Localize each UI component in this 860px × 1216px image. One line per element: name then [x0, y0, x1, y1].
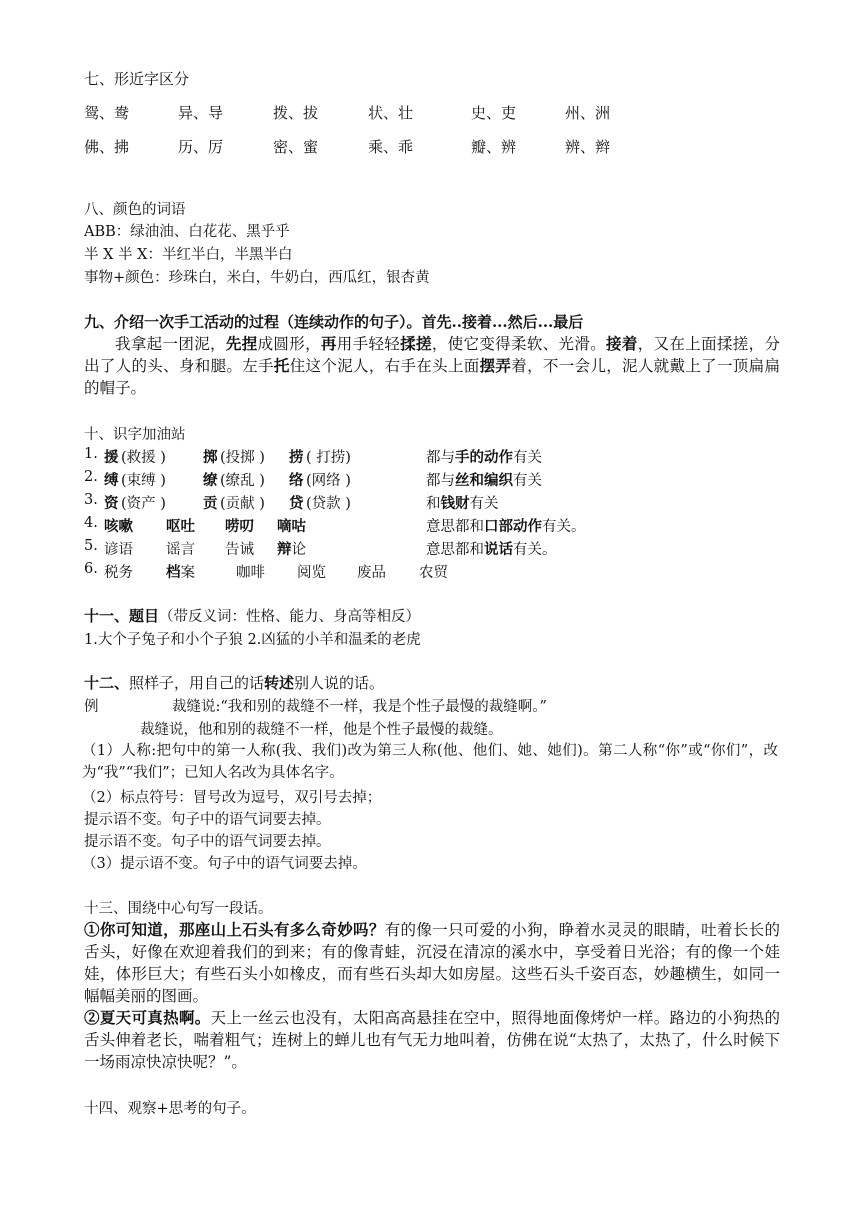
char-pair: 佛、拂	[84, 138, 130, 156]
char-word: ( 打捞)	[306, 450, 351, 466]
key-char: 贷	[289, 495, 304, 512]
word: 唠叨	[225, 518, 254, 535]
section-7-title: 七、形近字区分	[84, 70, 190, 88]
key-verb: 摆弄	[479, 356, 512, 375]
section-10-title: 十、识字加油站	[84, 427, 186, 443]
supporting-text: 有的像一只可爱的小狗，睁着水灵灵的眼睛，吐着长长的舌头，好像在欢迎着我们的到来；有的像青蛙，沉浸在清凉的溪水中，享受着日光浴；有的像一个娃娃，体形巨大；有些石头小如橡皮，而有些石头却大如房屋。这些石头千姿百态，妙趣横生，如同一幅幅美丽的图画。	[84, 921, 780, 1005]
char-pair: 史、吏	[471, 104, 517, 122]
char-pair: 密、蜜	[273, 138, 319, 156]
row-number: 3.	[84, 492, 98, 508]
example-reported: 裁缝说，他和别的裁缝不一样，他是个性子最慢的裁缝。	[140, 722, 503, 738]
char-word: (束缚 )	[121, 473, 166, 489]
rule-prompt-3: （3）提示语不变。句子中的语气词要去掉。	[82, 856, 367, 872]
word: 阅览	[297, 565, 326, 581]
char-pair: 异、导	[178, 104, 224, 122]
rule-prompt-2: 提示语不变。句子中的语气词要去掉。	[84, 834, 331, 850]
text-run: 有关	[513, 473, 542, 489]
key-char: 档	[166, 564, 181, 581]
char-row-note	[426, 469, 542, 490]
word: 咖啡	[236, 565, 265, 581]
section-9-title: 九、介绍一次手工活动的过程（连续动作的句子）。首先..接着...然后...最后	[84, 313, 584, 331]
text-run: 论	[291, 542, 306, 558]
key-phrase: 说话	[484, 541, 513, 558]
topic-sentence: ①你可知道，那座山上石头有多么奇妙吗？	[84, 920, 385, 939]
key-char: 缭	[203, 472, 218, 489]
char-pair: 州、洲	[565, 104, 611, 122]
section-11-title	[84, 605, 420, 626]
char-word: (贡献 )	[220, 496, 265, 512]
text-run: 别人说的话。	[294, 674, 385, 692]
word: 谣言	[166, 542, 195, 558]
text-run: 有关	[469, 496, 499, 512]
text-run: 都与	[426, 450, 455, 466]
rule-punctuation: （2）标点符号：冒号改为逗号，双引号去掉；	[82, 790, 382, 806]
word: 谚语	[104, 542, 133, 558]
color-words-object: 事物+颜色：珍珠白，米白，牛奶白，西瓜红，银杏黄	[84, 270, 430, 286]
key-char: 捞	[289, 449, 304, 466]
char-pair: 鸳、鸯	[84, 104, 130, 122]
text-run: 和	[426, 496, 441, 512]
text-run: 用手轻轻	[336, 335, 401, 353]
word: 废品	[357, 565, 386, 581]
section-12-title	[84, 672, 384, 693]
char-row-note	[426, 515, 586, 536]
word: 咳嗽	[104, 518, 133, 535]
key-verb: 再	[320, 334, 337, 353]
key-char: 贡	[203, 495, 218, 512]
char-pair: 拨、拔	[273, 104, 319, 122]
key-verb: 接着	[606, 334, 638, 353]
key-phrase: 手的动作	[455, 449, 513, 466]
key-char: 辩	[277, 541, 292, 558]
char-word: (缭乱 )	[220, 473, 265, 489]
section-note: （带反义词：性格、能力、身高等相反）	[159, 609, 421, 625]
text-run: 照样子，用自己的话	[129, 674, 265, 692]
section-9-paragraph	[84, 333, 780, 399]
text-run: 意思都和	[426, 542, 484, 558]
char-pair: 乘、乖	[368, 138, 414, 156]
char-pair: 瓣、辨	[471, 138, 517, 156]
key-verb: 揉搓	[400, 334, 432, 353]
text-run: 有关	[513, 450, 542, 466]
paragraph-summer	[84, 1007, 780, 1073]
text-run: 着，不一会儿，泥人就戴上了一顶扁扁的帽子。	[84, 357, 780, 397]
example-original: 裁缝说:“我和别的裁缝不一样，我是个性子最慢的裁缝啊。”	[172, 699, 547, 715]
word	[166, 561, 195, 582]
char-row-note	[426, 446, 542, 467]
key-char: 资	[104, 495, 119, 512]
word	[277, 538, 306, 559]
rule-person: （1）人称:把句中的第一人称(我、我们)改为第三人称(他、他们、她、她们)。第二人称“你”或“你们”，改为“我”“我们”；已知人名改为具体名字。	[82, 743, 778, 781]
key-phrase: 钱财	[440, 495, 470, 512]
text-run: 案	[180, 565, 195, 581]
row-number: 5.	[84, 538, 98, 554]
supporting-text: 天上一丝云也没有，太阳高高悬挂在空中，照得地面像烤炉一样。路边的小狗热的舌头伸着老长，喘着粗气；连树上的蝉儿也有气无力地叫着，仿佛在说“太热了，太热了，什么时候下一场雨凉快凉快呢？”。	[84, 1009, 780, 1071]
row-number: 2.	[84, 469, 98, 485]
title-examples: 1.大个子兔子和小个子狼 2.凶猛的小羊和温柔的老虎	[84, 632, 421, 648]
word: 告诫	[225, 542, 254, 558]
key-verb: 托	[273, 356, 290, 375]
key-phrase: 丝和编织	[455, 472, 513, 489]
word: 农贸	[419, 565, 448, 581]
text-run: 我拿起一团泥，	[115, 335, 226, 353]
char-word: (贷款 )	[306, 496, 351, 512]
key-phrase: 口部动作	[484, 518, 542, 535]
key-char: 援	[104, 449, 119, 466]
key-char: 缚	[104, 472, 119, 489]
char-word: (投掷 )	[220, 450, 265, 466]
key-char: 掷	[203, 449, 218, 466]
char-word: (网络 )	[306, 473, 351, 489]
word: 呕吐	[166, 518, 195, 535]
color-words-abb: ABB：绿油油、白花花、黑乎乎	[84, 224, 290, 240]
char-word: (救援 )	[121, 450, 166, 466]
topic-sentence: ②夏天可真热啊。	[84, 1008, 211, 1027]
char-row-note	[426, 538, 557, 559]
key-char: 络	[289, 472, 304, 489]
text-run: 成圆形，	[257, 335, 321, 353]
text-run: 意思都和	[426, 519, 484, 535]
row-number: 6.	[84, 561, 98, 577]
row-number: 1.	[84, 446, 98, 462]
section-8-title: 八、颜色的词语	[84, 202, 186, 218]
section-14-title: 十四、观察+思考的句子。	[84, 1101, 256, 1117]
text-run: ，使它变得柔软、光滑。	[431, 335, 607, 353]
char-pair: 辨、辫	[565, 138, 611, 156]
text-run: 有关。	[542, 519, 586, 535]
char-word: (资产 )	[121, 496, 166, 512]
char-pair: 状、壮	[368, 104, 414, 122]
text-run: 住这个泥人，右手在头上面	[289, 357, 480, 375]
section-number: 十二、	[84, 674, 130, 692]
section-number: 十一、	[84, 607, 130, 625]
section-heading: 题目	[129, 607, 160, 625]
char-pair: 历、厉	[178, 138, 224, 156]
key-phrase: 转述	[264, 674, 295, 692]
text-run: 有关。	[513, 542, 557, 558]
paragraph-stones	[84, 919, 780, 1007]
color-words-half: 半 X 半 X：半红半白，半黑半白	[84, 247, 293, 263]
word: 嘀咕	[277, 518, 306, 535]
text-run: 都与	[426, 473, 455, 489]
rule-prompt-1: 提示语不变。句子中的语气词要去掉。	[84, 812, 331, 828]
char-row-note	[426, 492, 499, 513]
text-run: ，又在上面揉搓，分出了人的头、身和腿。左手	[84, 335, 780, 375]
example-label: 例	[84, 699, 99, 715]
row-number: 4.	[84, 515, 98, 531]
section-13-title: 十三、围绕中心句写一段话。	[84, 901, 273, 917]
key-verb: 先捏	[225, 334, 258, 353]
word: 税务	[104, 565, 133, 581]
